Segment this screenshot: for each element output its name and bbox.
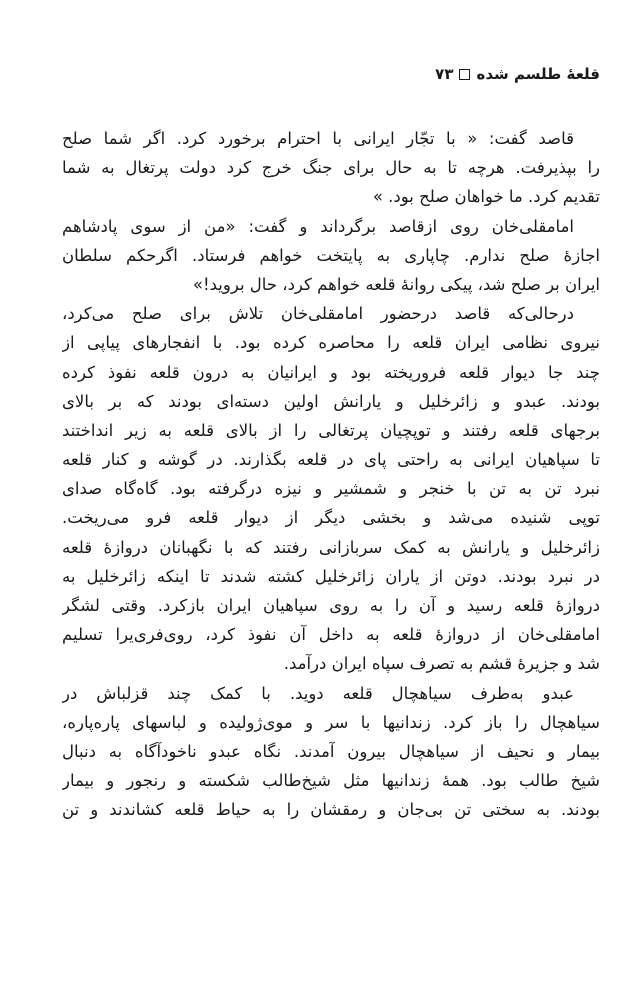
paragraph-3	[62, 299, 600, 678]
text-line: سیاهچال را باز کرد. زندانیها با سر و موی‌ژولیده و لباسهای پاره‌پاره،	[62, 712, 600, 732]
text-line: دروازهٔ قلعه رسید و آن را به روی سپاهیان ایران بازکرد. وقتی لشگر	[62, 596, 600, 615]
text-line: اجازهٔ صلح ندارم. چاپاری به پایتخت خواهم فرستاد. اگرحکم سلطان	[62, 245, 600, 265]
text-line: نیروی نظامی ایران قلعه را محاصره کرده بود. با انفجارهای پیاپی از	[62, 333, 600, 353]
separator-box-icon	[459, 69, 470, 80]
text-line: بودند. عبدو و زائرخلیل و یارانش اولین دسته‌ای بودند که بر بالای	[62, 391, 600, 411]
text-line: امامقلی‌خان از دروازهٔ قلعه به داخل آن نفوذ کرد، روی‌فری‌یرا تسلیم	[62, 625, 600, 645]
text-line: در نبرد بودند. دوتن از یاران زائرخلیل کشته شدند تا اینکه زائرخلیل به	[62, 566, 600, 586]
text-line: شد و جزیرهٔ قشم به تصرف سپاه ایران درآمد.	[283, 654, 600, 674]
paragraph-1	[62, 124, 600, 212]
text-line: را بپذیرفت. هرچه تا به حال برای جنگ خرج کرد دولت پرتغال به شما	[62, 158, 600, 178]
text-line: ایران بر صلح شد، پیکی روانهٔ قلعه خواهم کرد، حال بروید!»	[192, 274, 600, 294]
text-line: عبدو به‌طرف سیاهچال قلعه دوید. با کمک چند قزلباش در	[62, 683, 574, 703]
text-line: چند جا دیوار قلعه فروریخته بود و ایرانیان به درون قلعه نفوذ کرده	[62, 362, 600, 382]
book-title: قلعهٔ طلسم شده	[476, 65, 600, 83]
paragraph-4	[62, 679, 600, 825]
text-line: درحالی‌که قاصد درحضور امامقلی‌خان تلاش برای صلح می‌کرد،	[62, 304, 574, 324]
page-number: ۷۳	[435, 65, 454, 83]
paragraph-2	[62, 212, 600, 300]
body-text	[62, 124, 600, 825]
text-line: تا سپاهیان ایرانی به راحتی پای در قلعه بگذارند. در گوشه و کنار قلعه	[62, 450, 600, 470]
text-line: نبرد تن به تن با خنجر و شمشیر و نیزه درگرفته بود. گاه‌گاه صدای	[62, 479, 600, 499]
text-line: قاصد گفت: « با تجّار ایرانی با احترام برخورد کرد. اگر شما صلح	[62, 129, 574, 148]
text-line: توپی شنیده می‌شد و بخشی دیگر از دیوار قلعه فرو می‌ریخت.	[62, 508, 600, 528]
text-line: امامقلی‌خان روی ازقاصد برگرداند و گفت: «من از سوی پادشاهم	[62, 216, 574, 236]
text-line: زائرخلیل و یارانش به کمک سربازانی رفتند که با نگهبانان دروازهٔ قلعه	[62, 537, 600, 557]
text-line: تقدیم کرد. ما خواهان صلح بود. »	[372, 187, 600, 207]
book-page	[62, 0, 600, 1000]
running-head	[435, 64, 600, 84]
text-line: بیمار و نحیف از سیاهچال بیرون آمدند. نگاه عبدو ناخودآگاه به دنبال	[62, 741, 600, 761]
text-line: بودند. به سختی تن بی‌جان و رمقشان را به حیاط قلعه کشاندند و تن	[62, 800, 600, 820]
text-line: برجهای قلعه رفتند و توپچیان پرتغالی را از بالای قلعه به زیر انداختند	[62, 420, 600, 440]
text-line: شیخ طالب بود. همهٔ زندانیها مثل شیخ‌طالب شکسته و رنجور و بیمار	[62, 771, 600, 791]
